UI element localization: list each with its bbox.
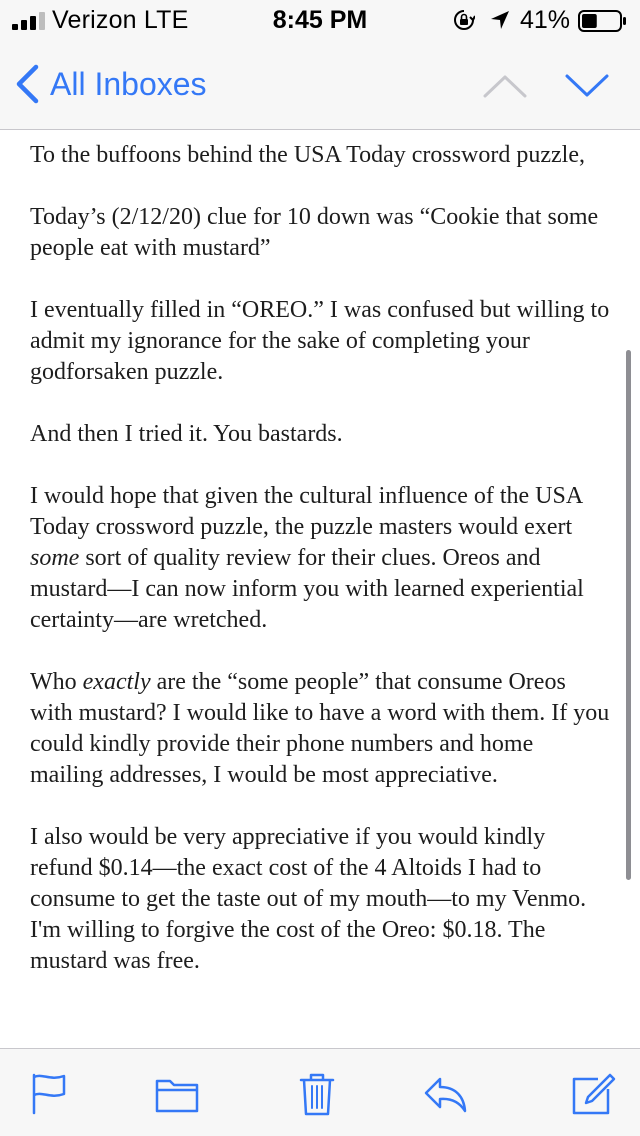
message-paragraph: [30, 295, 610, 388]
rotation-lock-icon: [453, 9, 475, 31]
message-paragraph: [30, 481, 610, 636]
battery-percent: 41%: [520, 6, 571, 34]
paragraph-text: I would hope that given the cultural influence of the USA Today crossword puzzle, the puzzle masters would exert: [30, 483, 582, 540]
message-paragraph: [30, 419, 610, 450]
message-body: [30, 140, 610, 1048]
trash-icon[interactable]: [294, 1071, 340, 1117]
carrier-label: Verizon LTE: [52, 6, 189, 34]
reply-icon[interactable]: [422, 1071, 468, 1117]
toolbar: [0, 1048, 640, 1136]
message-paragraph: [30, 140, 610, 171]
folder-icon[interactable]: [154, 1071, 200, 1117]
chevron-down-icon[interactable]: [564, 72, 610, 100]
paragraph-text: I eventually filled in “OREO.” I was confused but willing to admit my ignorance for the sake of completing your godforsaken puzzle.: [30, 297, 610, 385]
message-paragraph: [30, 667, 610, 791]
status-bar: [0, 0, 640, 40]
chevron-up-icon[interactable]: [482, 72, 528, 100]
scroll-indicator[interactable]: [626, 350, 631, 880]
flag-icon[interactable]: [26, 1071, 72, 1117]
paragraph-text: And then I tried it. You bastards.: [30, 421, 343, 447]
message-paragraph: [30, 822, 610, 977]
battery-icon: [578, 10, 628, 32]
paragraph-text: Today’s (2/12/20) clue for 10 down was “Cookie that some people eat with mustard”: [30, 204, 599, 261]
paragraph-text: Who: [30, 669, 83, 695]
nav-bar: [0, 40, 640, 130]
clock: 8:45 PM: [272, 6, 368, 34]
message-paragraph: [30, 202, 610, 264]
back-button[interactable]: [14, 64, 207, 104]
paragraph-text: are the “some people” that consume Oreos with mustard? I would like to have a word with them. If you could kindly provide their phone numbers and home mailing addresses, I would be most appreciative.: [30, 669, 610, 788]
emphasis-text: exactly: [82, 669, 151, 695]
paragraph-text: I also would be very appreciative if you would kindly refund $0.14—the exact cost of the 4 Altoids I had to consume to get the taste out of my mouth—to my Venmo. I'm willing to forgive the cost of the Oreo: $0.18. The mustard was free.: [30, 824, 587, 974]
back-label: All Inboxes: [50, 65, 207, 102]
paragraph-text: To the buffoons behind the USA Today crossword puzzle,: [30, 142, 585, 168]
location-arrow-icon: [490, 10, 510, 30]
compose-icon[interactable]: [570, 1071, 616, 1117]
paragraph-text: sort of quality review for their clues. Oreos and mustard—I can now inform you with learned experiential certainty—are wretched.: [30, 545, 584, 633]
emphasis-text: some: [30, 545, 80, 571]
back-chevron-icon: [14, 64, 40, 104]
